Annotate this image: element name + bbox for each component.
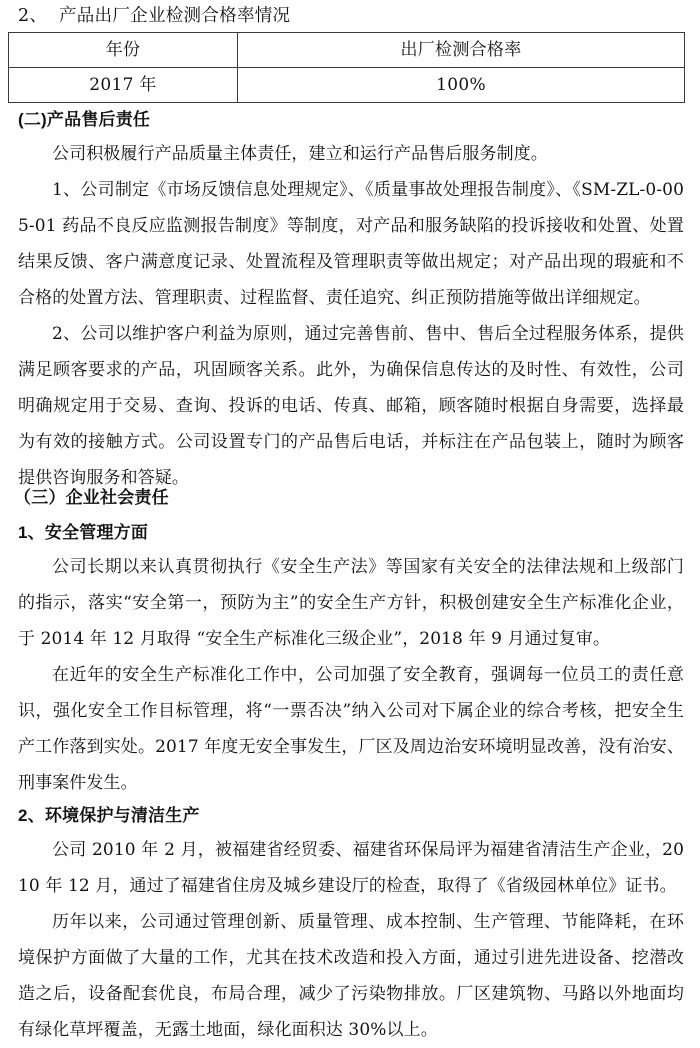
table-header-year: 年份 [9,33,238,68]
paragraph-after-sales-item-1: 1、公司制定《市场反馈信息处理规定》、《质量事故处理报告制度》、《SM-ZL-0-005-01 药品不良反应监测报告制度》等制度，对产品和服务缺陷的投诉接收和处置、处置结果反馈、客户满意度记录、处置流程及管理职责等做出规定；对产品出现的瑕疵和不合格的处置方法、管理职责、过程监督、责任追究、纠正预防措施等做出详细规定。 [18,180,684,308]
inspection-pass-rate-table [8,32,685,103]
table-cell-year: 2017 年 [9,68,238,103]
paragraph-safety-management-1: 公司长期以来认真贯彻执行《安全生产法》等国家有关安全的法律法规和上级部门的指示，落实“安全第一，预防为主”的安全生产方针，积极创建安全生产标准化企业，于 2014 年 12 月取得 “安全生产标准化三级企业”，2018 年 9 月通过复审。 [18,557,684,649]
paragraph-after-sales-item-2: 2、公司以维护客户利益为原则，通过完善售前、售中、售后全过程服务体系，提供满足顾客要求的产品，巩固顾客关系。此外，为确保信息传达的及时性、有效性，公司明确规定用于交易、查询、投诉的电话、传真、邮箱，顾客随时根据自身需要，选择最为有效的接触方式。公司设置专门的产品售后电话，并标注在产品包装上，随时为顾客提供咨询服务和答疑。 [18,324,684,488]
paragraph-environmental-protection-2: 历年以来，公司通过管理创新、质量管理、成本控制、生产管理、节能降耗，在环境保护方面做了大量的工作，尤其在技术改造和投入方面，通过引进先进设备、挖潜改造之后，设备配套优良，布局合理，减少了污染物排放。厂区建筑物、马路以外地面均有绿化草坪覆盖，无露土地面，绿化面积达 30%以上。 [18,912,684,1040]
heading-after-sales-responsibility: (二)产品售后责任 [18,110,151,129]
heading-environmental-protection: 2、环境保护与清洁生产 [18,806,200,825]
paragraph-safety-management-2: 在近年的安全生产标准化工作中，公司加强了安全教育，强调每一位员工的责任意识，强化安全工作目标管理，将“一票否决”纳入公司对下属企业的综合考核，把安全生产工作落到实处。2017 年度无安全事发生，厂区及周边治安环境明显改善，没有治安、刑事案件发生。 [18,665,684,793]
table-cell-pass-rate: 100% [238,68,685,103]
paragraph-environmental-protection-1: 公司 2010 年 2 月，被福建省经贸委、福建省环保局评为福建省清洁生产企业，2010 年 12 月，通过了福建省住房及城乡建设厅的检查，取得了《省级园林单位》证书。 [18,840,684,896]
table-header-row [9,33,685,68]
heading-safety-management: 1、安全管理方面 [18,523,149,542]
section-heading-inspection-pass-rate: 2、 产品出厂企业检测合格率情况 [18,6,291,26]
table-header-pass-rate: 出厂检测合格率 [238,33,685,68]
paragraph-after-sales-intro: 公司积极履行产品质量主体责任，建立和运行产品售后服务制度。 [52,144,548,164]
heading-corporate-social-responsibility: （三）企业社会责任 [14,488,169,507]
table-row [9,68,685,103]
